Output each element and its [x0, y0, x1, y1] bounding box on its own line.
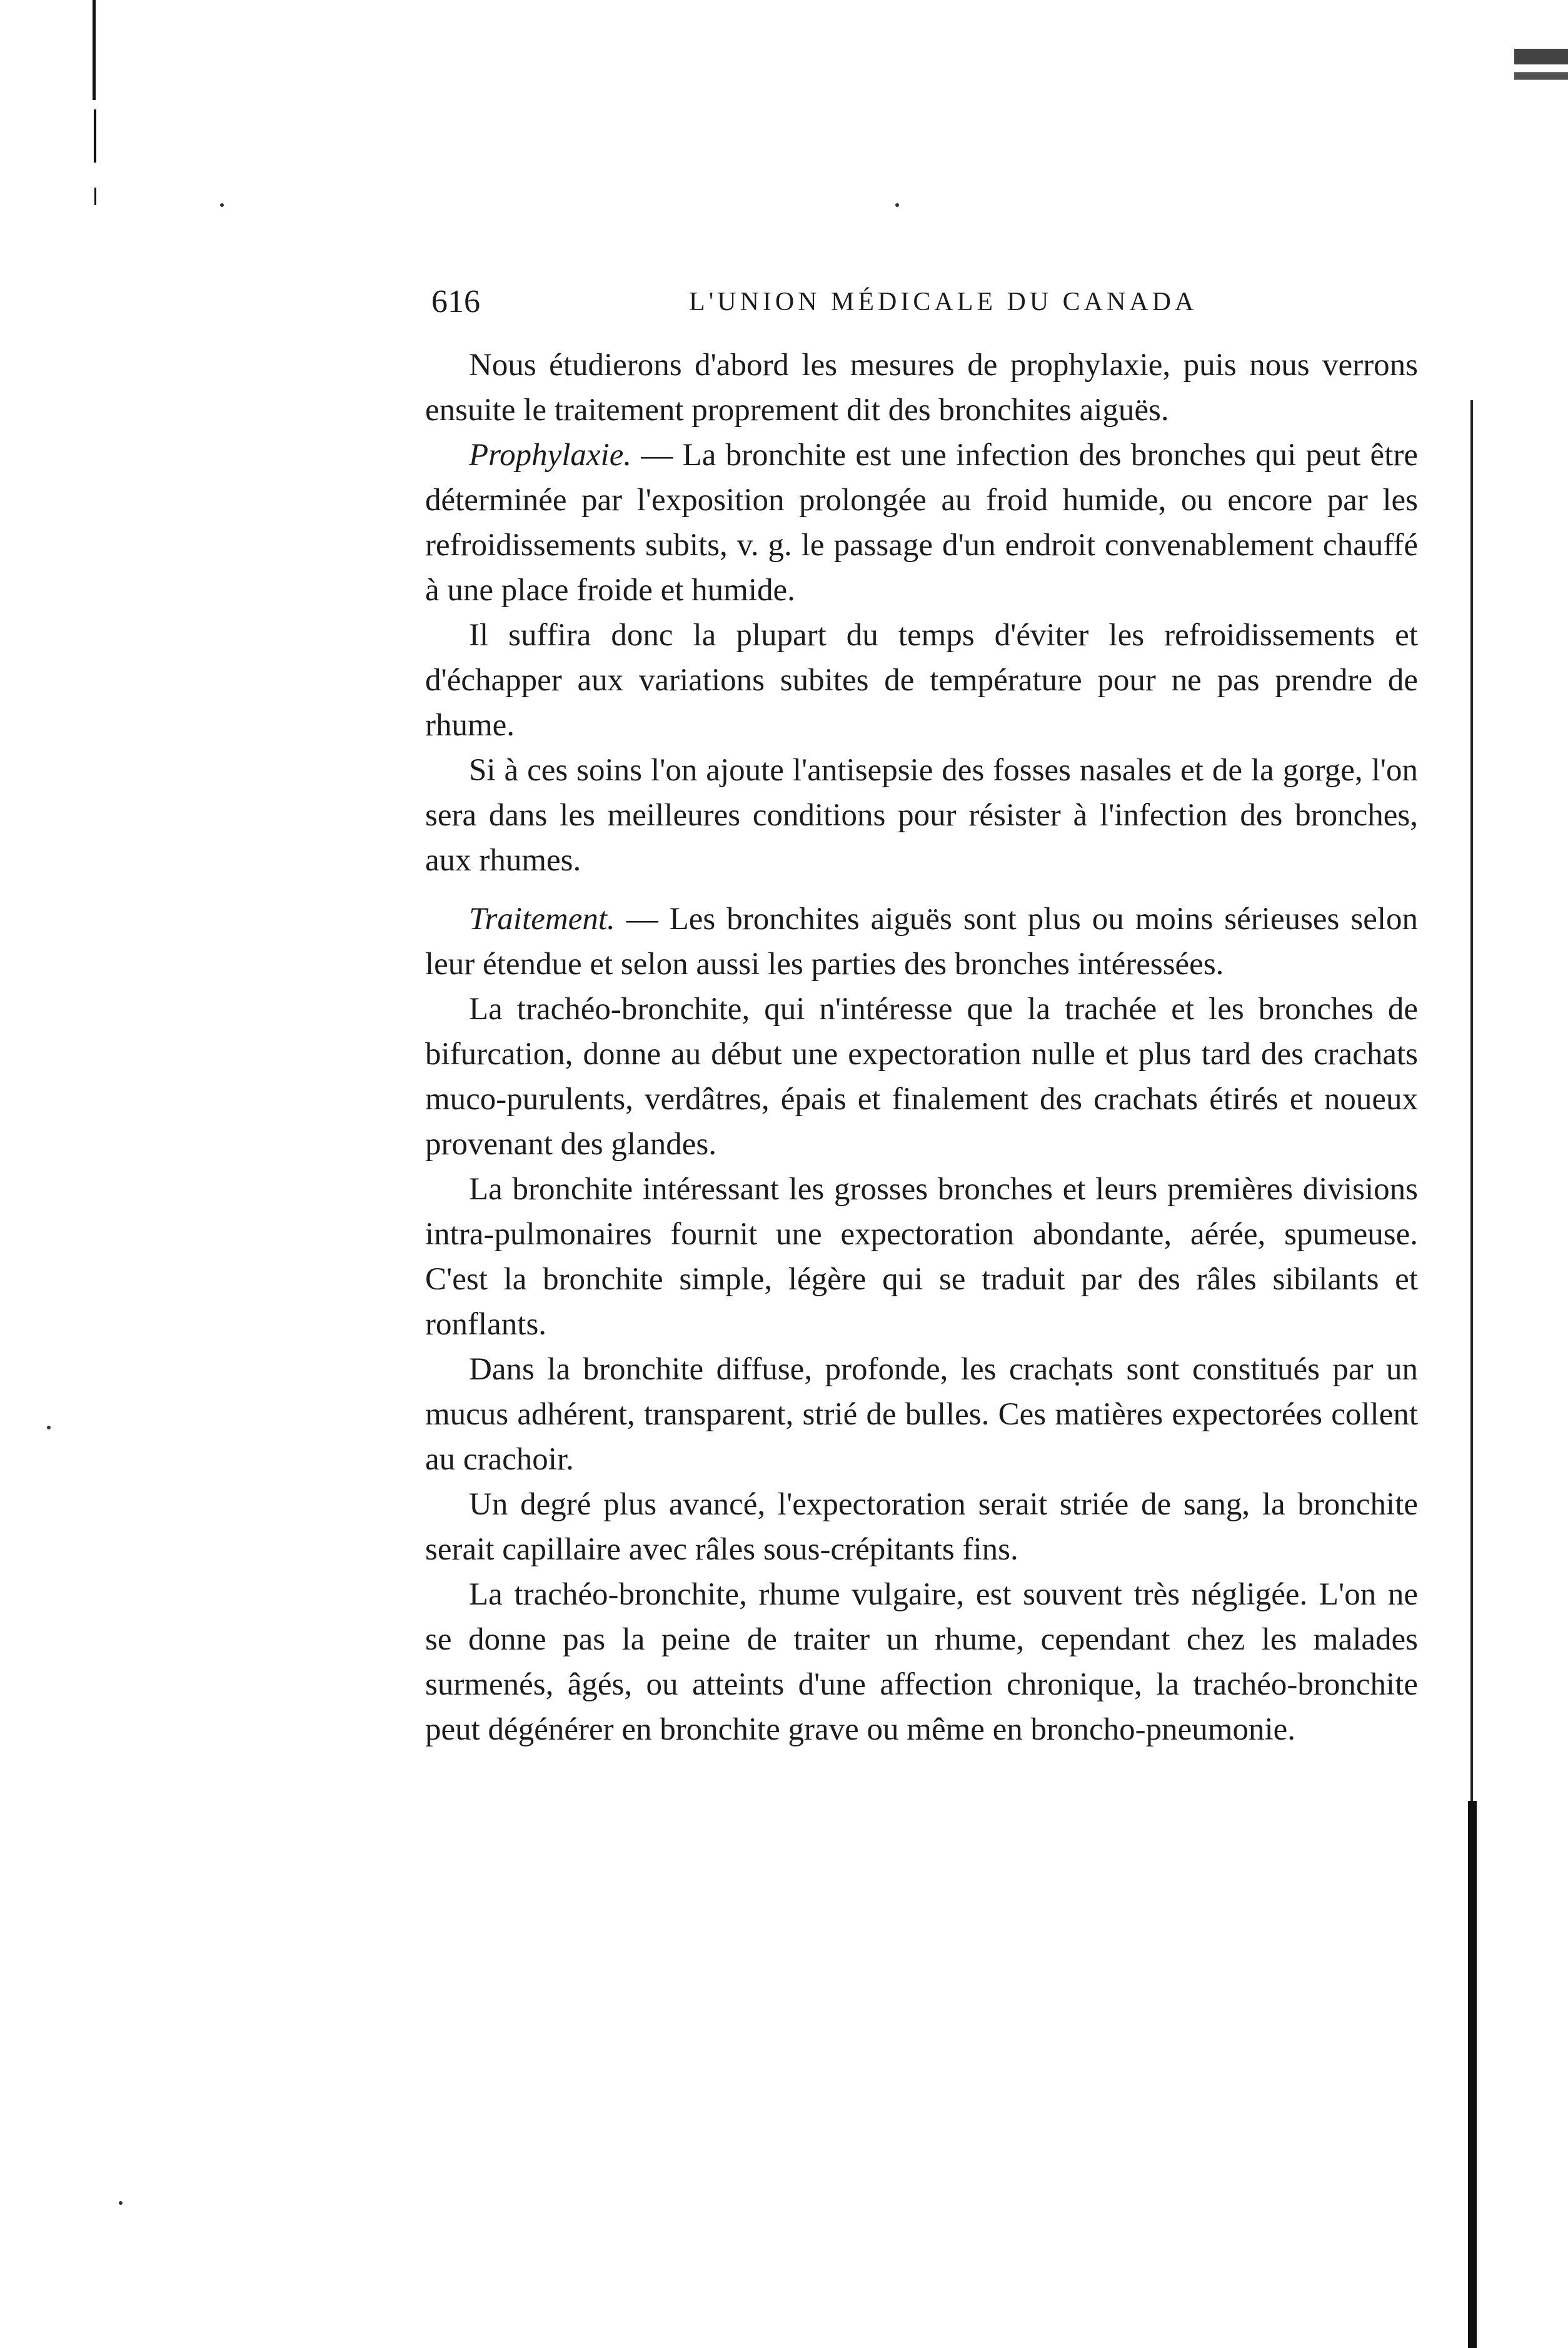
paragraph-text: Un degré plus avancé, l'expectoration serait striée de sang, la bronchite serait capillaire avec râles sous-crépitants fins. [425, 1487, 1418, 1567]
paragraph [425, 1482, 1418, 1572]
paragraph-text: Nous étudierons d'abord les mesures de prophylaxie, puis nous verrons ensuite le traitement proprement dit des bronchites aiguës. [425, 348, 1418, 428]
scan-speck [220, 203, 224, 207]
paragraph [425, 897, 1418, 987]
page-number: 616 [431, 284, 480, 320]
scan-corner-blot [1514, 49, 1568, 100]
running-header [431, 280, 1407, 324]
scan-speck [47, 1426, 51, 1429]
scan-gutter-mark [94, 188, 96, 205]
paragraph [425, 343, 1418, 433]
paragraph-text: Si à ces soins l'on ajoute l'antisepsie des fosses nasales et de la gorge, l'on sera dans les meilleures conditions pour résister à l'infection des bronches, aux rhumes. [425, 753, 1418, 878]
paragraph-text: — La bronchite est une infection des bronches qui peut être déterminée par l'exposition prolongée au froid humide, ou encore par les refroidissements subits, v. g. le passage d'un endroit convenablement chauffé à une place froide et humide. [425, 438, 1418, 608]
article-body [425, 343, 1418, 1752]
paragraph [425, 1347, 1418, 1482]
paragraph [425, 748, 1418, 883]
scan-speck [119, 2201, 123, 2205]
paragraph [425, 987, 1418, 1167]
paragraph-lead: Traitement. [469, 902, 615, 937]
paragraph-text: La bronchite intéressant les grosses bronches et leurs premières divisions intra-pulmonaires fournit une expectoration abondante, aérée, spumeuse. C'est la bronchite simple, légère qui se traduit par des râles sibilants et ronflants. [425, 1172, 1418, 1342]
paragraph-text: — Les bronchites aiguës sont plus ou moins sérieuses selon leur étendue et selon aussi les parties des bronches intéressées. [425, 902, 1418, 982]
paragraph [425, 1167, 1418, 1347]
paragraph-text: La trachéo-bronchite, rhume vulgaire, est souvent très négligée. L'on ne se donne pas la peine de traiter un rhume, cependant chez les malades surmenés, âgés, ou atteints d'une affection chronique, la trachéo-bronchite peut dégénérer en bronchite grave ou même en broncho-pneumonie. [425, 1577, 1418, 1747]
scan-gutter-mark [93, 0, 96, 100]
scan-gutter-mark [94, 109, 96, 163]
paragraph [425, 1572, 1418, 1752]
paragraph [425, 613, 1418, 748]
scan-speck [895, 203, 899, 207]
paragraph-lead: Prophylaxie. [469, 438, 632, 473]
paragraph-text: Dans la bronchite diffuse, profonde, les crachats sont constitués par un mucus adhérent, transparent, strié de bulles. Ces matières expectorées collent au crachoir. [425, 1352, 1418, 1477]
paragraph-text: Il suffira donc la plupart du temps d'éviter les refroidissements et d'échapper aux variations subites de température pour ne pas prendre de rhume. [425, 618, 1418, 743]
running-title: L'UNION MÉDICALE DU CANADA [689, 288, 1198, 316]
scan-right-edge [1468, 1801, 1477, 2348]
paragraph-text: La trachéo-bronchite, qui n'intéresse que la trachée et les bronches de bifurcation, donne au début une expectoration nulle et plus tard des crachats muco-purulents, verdâtres, épais et finalement des crachats étirés et noueux provenant des glandes. [425, 992, 1418, 1162]
paragraph [425, 433, 1418, 613]
